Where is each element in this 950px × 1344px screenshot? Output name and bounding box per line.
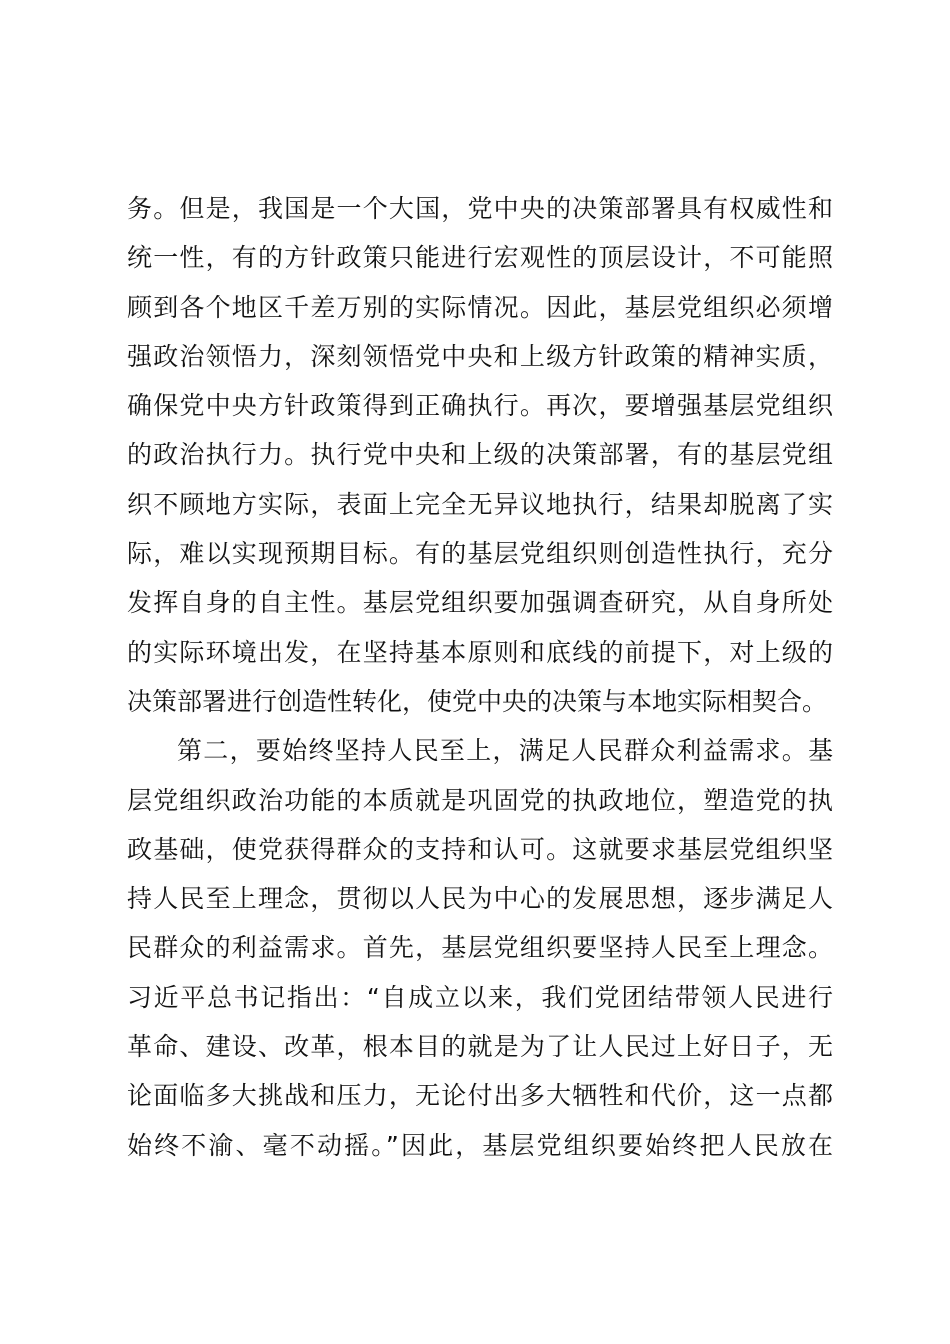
text-line: 确保党中央方针政策得到正确执行。再次，要增强基层党组织 xyxy=(127,391,833,421)
text-line: 际，难以实现预期目标。有的基层党组织则创造性执行，充分 xyxy=(127,539,833,569)
text-line: 政基础，使党获得群众的支持和认可。这就要求基层党组织坚 xyxy=(127,834,833,864)
text-line: 革命、建设、改革，根本目的就是为了让人民过上好日子，无 xyxy=(127,1032,833,1062)
text-line: 持人民至上理念，贯彻以人民为中心的发展思想，逐步满足人 xyxy=(127,884,833,914)
text-line: 始终不渝、毫不动摇。”因此，基层党组织要始终把人民放在 xyxy=(127,1130,833,1160)
text-line: 发挥自身的自主性。基层党组织要加强调查研究，从自身所处 xyxy=(127,588,833,618)
paragraph-first-line: 第二，要始终坚持人民至上，满足人民群众利益需求。基 xyxy=(177,736,833,766)
text-line: 的政治执行力。执行党中央和上级的决策部署，有的基层党组 xyxy=(127,440,833,470)
text-line: 层党组织政治功能的本质就是巩固党的执政地位，塑造党的执 xyxy=(127,785,833,815)
text-line: 顾到各个地区千差万别的实际情况。因此，基层党组织必须增 xyxy=(127,292,833,322)
paragraph-end-line: 决策部署进行创造性转化，使党中央的决策与本地实际相契合。 xyxy=(127,686,828,716)
text-line: 务。但是，我国是一个大国，党中央的决策部署具有权威性和 xyxy=(127,194,833,223)
text-line: 民群众的利益需求。首先，基层党组织要坚持人民至上理念。 xyxy=(127,933,833,963)
text-line: 习近平总书记指出：“自成立以来，我们党团结带领人民进行 xyxy=(127,982,833,1012)
text-line: 强政治领悟力，深刻领悟党中央和上级方针政策的精神实质， xyxy=(127,341,833,371)
text-line: 统一性，有的方针政策只能进行宏观性的顶层设计，不可能照 xyxy=(127,243,833,273)
text-line: 的实际环境出发，在坚持基本原则和底线的前提下，对上级的 xyxy=(127,637,833,667)
text-line: 织不顾地方实际，表面上完全无异议地执行，结果却脱离了实 xyxy=(127,489,833,519)
body-text xyxy=(127,184,833,1170)
text-line: 论面临多大挑战和压力，无论付出多大牺牲和代价，这一点都 xyxy=(127,1081,833,1111)
